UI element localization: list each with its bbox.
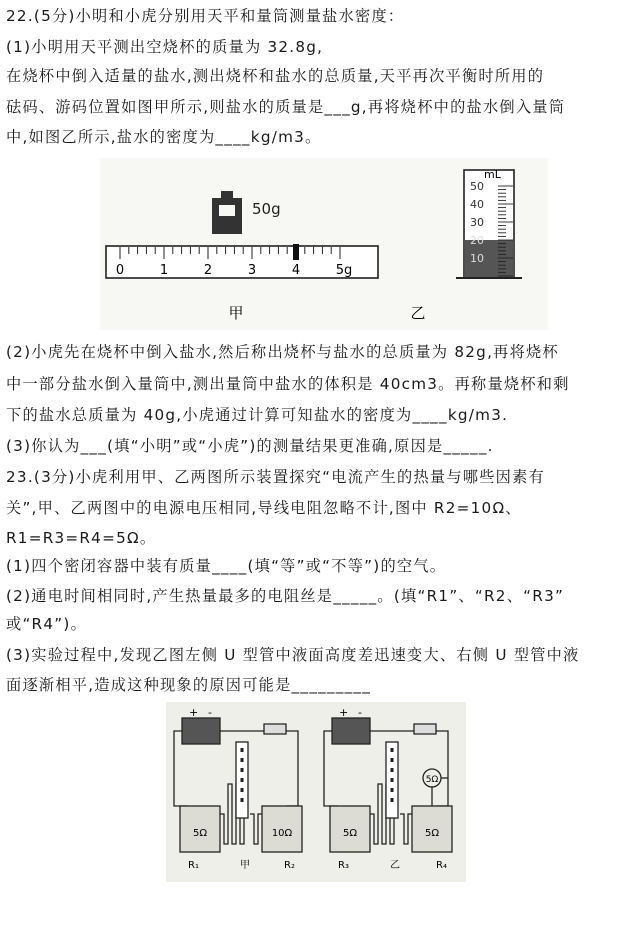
q22-part2-line2: 中一部分盐水倒入量筒中,测出量筒中盐水的体积是 40cm3。再称量烧杯和剩 [6, 375, 570, 393]
plus-yi: + [339, 706, 349, 719]
q22-part1-line1: (1)小明用天平测出空烧杯的质量为 32.8g, [6, 38, 324, 56]
q23-part2-line2: 或“R4”)。 [6, 615, 88, 633]
label-yi: 乙 [390, 860, 400, 871]
weight-label: 50g [252, 200, 281, 218]
q23-line2: 关”,甲、乙两图中的电源电压相同,导线电阻忽略不计,图中 R2=10Ω、 [6, 499, 522, 517]
ruler-label-1: 1 [159, 263, 169, 278]
figure-label-jia: 甲 [228, 304, 244, 322]
ruler-label-4: 4 [291, 263, 301, 278]
r4-value: 5Ω [424, 828, 440, 839]
ruler-label-3: 3 [247, 263, 257, 278]
r3-value: 5Ω [342, 828, 358, 839]
cylinder-label-40: 40 [470, 198, 484, 211]
cylinder-unit: mL [484, 168, 501, 181]
cylinder-label-20: 20 [470, 234, 484, 247]
q23-line3: R1=R3=R4=5Ω。 [6, 529, 157, 547]
battery-jia-icon [182, 718, 220, 744]
minus-jia: - [208, 706, 212, 719]
ruler-label-0: 0 [115, 263, 125, 278]
cylinder-label-30: 30 [470, 216, 484, 229]
q23-part2-line1: (2)通电时间相同时,产生热量最多的电阻丝是_____。(填“R1”、“R2、“R3” [6, 587, 565, 605]
q22-title: 22.(5分)小明和小虎分别用天平和量筒测量盐水密度： [6, 7, 405, 25]
q22-part2-line1: (2)小虎先在烧杯中倒入盐水,然后称出烧杯与盐水的总质量为 82g,再将烧杯 [6, 343, 559, 361]
cylinder-label-50: 50 [470, 180, 484, 193]
r1-value: 5Ω [192, 828, 208, 839]
circuit-figure [166, 702, 466, 882]
minus-yi: - [358, 706, 362, 719]
q22-part1-line4: 中,如图乙所示,盐水的密度为____kg/m3。 [6, 128, 322, 146]
q23-part1: (1)四个密闭容器中装有质量____(填“等”或“不等”)的空气。 [6, 557, 447, 575]
q22-part2-line3: 下的盐水总质量为 40g,小虎通过计算可知盐水的密度为____kg/m3. [6, 406, 509, 424]
cylinder-label-10: 10 [470, 252, 484, 265]
rider-marker [293, 244, 299, 260]
r2-value: 10Ω [271, 828, 293, 839]
q22-part1-line2: 在烧杯中倒入适量的盐水,测出烧杯和盐水的总质量,天平再次平衡时所用的 [6, 67, 545, 85]
switch-jia-icon [264, 724, 286, 734]
q22-part1-line3: 砝码、游码位置如图甲所示,则盐水的质量是___g,再将烧杯中的盐水倒入量筒 [6, 98, 566, 116]
plus-jia: + [189, 706, 199, 719]
label-r3: R₃ [338, 860, 349, 871]
balance-cylinder-figure [100, 158, 548, 330]
cylinder-tick-labels [470, 180, 484, 265]
switch-yi-icon [414, 724, 436, 734]
label-r4: R₄ [436, 860, 447, 871]
label-r1: R₁ [188, 860, 199, 871]
parallel-value: 5Ω [425, 775, 439, 785]
ruler-label-2: 2 [203, 263, 213, 278]
battery-yi-icon [332, 718, 370, 744]
label-r2: R₂ [284, 860, 295, 871]
figure-label-yi: 乙 [410, 304, 426, 322]
label-jia: 甲 [240, 860, 250, 871]
q22-part3-line1: (3)你认为___(填“小明”或“小虎”)的测量结果更准确,原因是_____. [6, 437, 494, 455]
ruler-label-5g: 5g [335, 263, 353, 278]
q23-line1: 23.(3分)小虎利用甲、乙两图所示装置探究“电流产生的热量与哪些因素有 [6, 468, 545, 486]
q23-part3-line2: 面逐渐相平,造成这种现象的原因可能是_________ [6, 676, 372, 694]
q23-part3-line1: (3)实验过程中,发现乙图左侧 U 型管中液面高度差迅速变大、右侧 U 型管中液 [6, 646, 580, 664]
